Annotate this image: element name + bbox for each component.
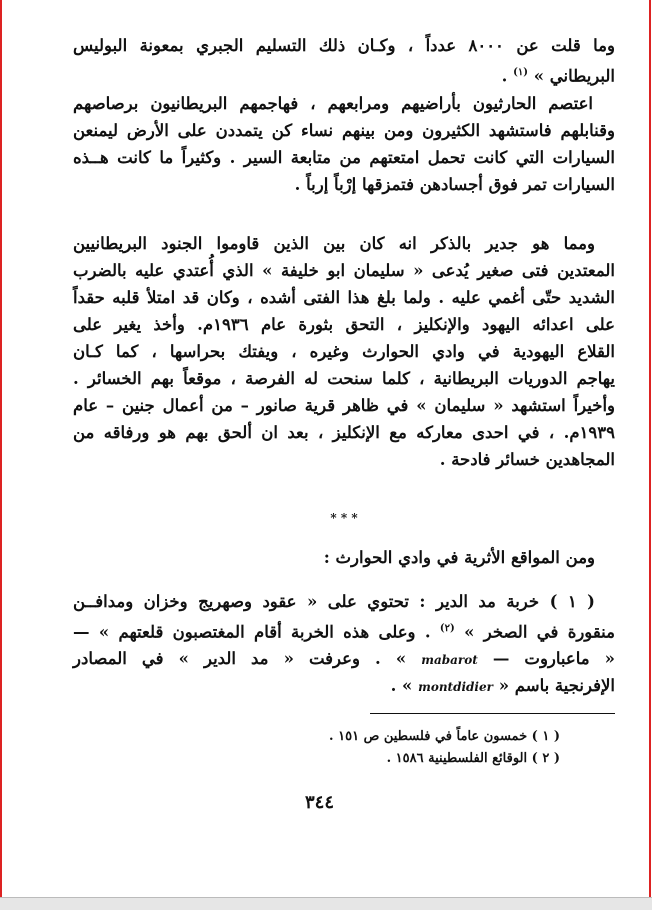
text-line: وقنابلهم فاستشهد الكثيرون ومن بينهم نساء كن يتمددن على الأرض ليمنعن — [73, 121, 615, 140]
footnote-ref: (٢) — [439, 623, 455, 634]
latin-term: mabarot — [421, 653, 478, 667]
text-line: المجاهدين خسائر فادحة . — [439, 450, 615, 469]
text-line — [73, 674, 615, 699]
latin-term: montdidier — [418, 680, 493, 694]
page-number: ٣٤٤ — [305, 792, 335, 813]
text-fragment: . — [501, 66, 514, 86]
text-line: ١٩٣٩م. ، في احدى معاركه مع الإنكليز ، بعد ان ألحق بهم هو ورفاقه من — [73, 423, 615, 442]
text-fragment: منقورة في الصخر » — [464, 622, 615, 642]
footnote-ref: (١) — [513, 67, 528, 78]
text-line: القلاع اليهودية في وادي الحوارث وغيره ، ويفتك بحراسها ، كما كـان — [73, 342, 615, 361]
footnote: ( ١ ) خمسون عاماً في فلسطين ص ١٥١ . — [329, 729, 560, 744]
text-line: الشديد حتّى أغمي عليه . ولما بلغ هذا الفتى أشده ، وكان قد امتلأ قلبه حقداً — [73, 288, 615, 307]
text-line — [73, 61, 615, 89]
window-border-left — [0, 0, 2, 898]
text-fragment: » . — [390, 676, 413, 695]
text-line: يهاجم الدوريات البريطانية ، كلما سنحت له الفرصة ، موقعاً بهم الخسائر . — [73, 369, 615, 388]
text-line — [73, 647, 615, 672]
footnote-divider — [370, 713, 615, 714]
footnote: ( ٢ ) الوقائع الفلسطينية ١٥٨٦ . — [386, 751, 560, 766]
text-line — [73, 617, 615, 645]
text-line: المعتدين فتى صغير يُدعى « سليمان ابو خليفة » الذي أُعتدي عليه بالضرب — [73, 261, 615, 280]
text-fragment: الإفرنجية باسم « — [498, 676, 615, 695]
section-separator: * * * — [330, 511, 358, 525]
window-border-right — [649, 0, 651, 898]
text-line: السيارات تمر فوق أجسادهن فتمزقها إرْباً إرباً . — [294, 175, 615, 194]
text-line: السيارات التي كانت تحمل امتعتهم من متابعة السير . وكثيراً ما كانت هــذه — [73, 148, 615, 167]
text-fragment: » . وعرفت « مد الدير » في المصادر — [73, 649, 407, 668]
text-line: على اعدائه اليهود والإنكليز ، التحق بثورة عام ١٩٣٦م. وأخذ يغير على — [73, 315, 615, 334]
text-fragment: « ماعباروت — — [492, 649, 615, 668]
window-border-bottom — [0, 897, 652, 910]
section-heading: ومن المواقع الأثرية في وادي الحوارث : — [323, 548, 595, 567]
text-line: وما قلت عن ٨٠٠٠ عدداً ، وكـان ذلك التسليم الجبري بمعونة البوليس — [73, 36, 615, 55]
text-fragment: البريطاني » — [533, 66, 615, 86]
text-line: وأخيراً استشهد « سليمان » في ظاهر قرية صانور – من أعمال جنين – عام — [73, 396, 615, 415]
text-fragment: . وعلى هذه الخربة أقام المغتصبون قلعتهم » — — [73, 622, 440, 642]
text-line: اعتصم الحارثيون بأراضيهم ومرابعهم ، فهاجمهم البريطانيون برصاصهم — [73, 94, 593, 113]
text-line: ( ١ ) خربة مد الدير : تحتوي على « عقود وصهريج وخزان ومدافــن — [73, 592, 595, 611]
text-line: ومما هو جدير بالذكر انه كان بين الذين قاوموا الجنود البريطانيين — [73, 234, 595, 253]
